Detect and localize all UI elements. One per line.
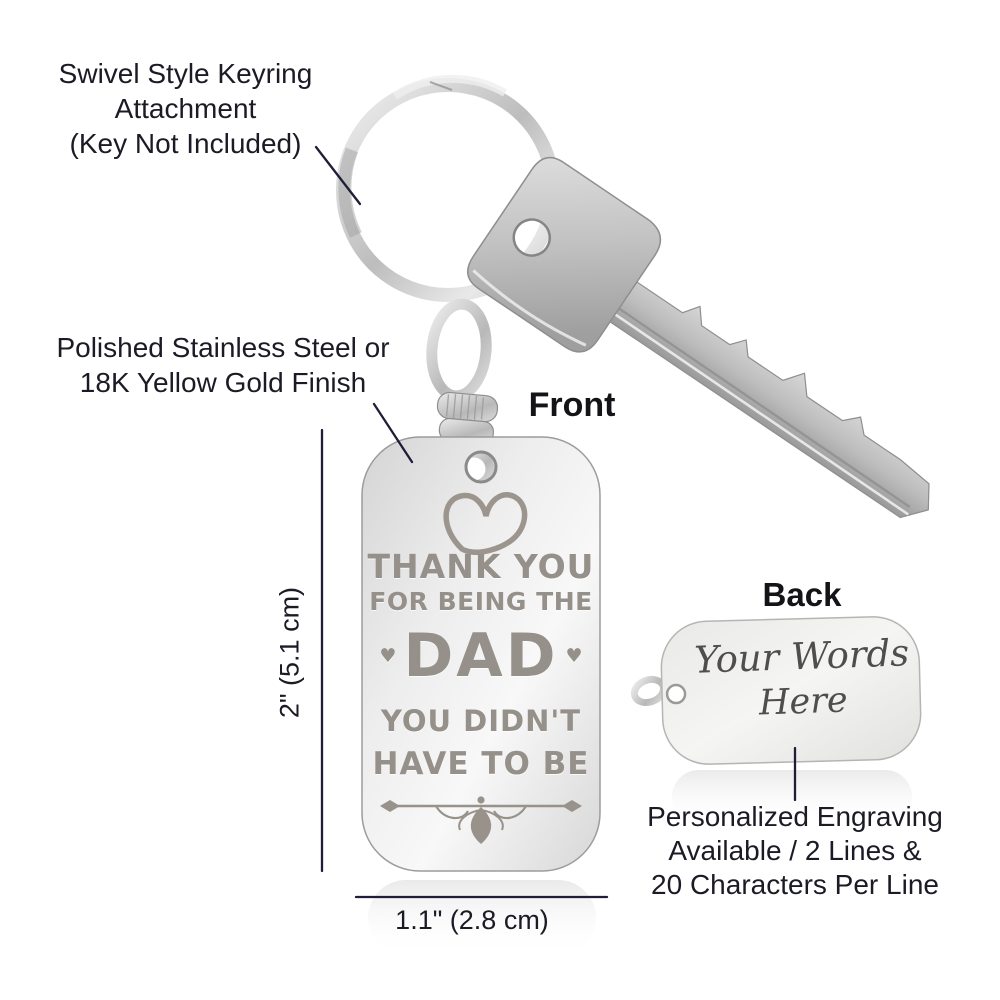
engraving-line: FOR BEING THE [369, 587, 593, 616]
key-shaft [602, 261, 953, 528]
heart-icon: ♥ [379, 644, 397, 667]
annotation-line: 18K Yellow Gold Finish [79, 367, 367, 398]
finish-annotation [38, 330, 408, 400]
annotation-line: Swivel Style Keyring [58, 58, 313, 89]
engraving-line: YOU DIDN'T [380, 704, 582, 738]
heart-icon: ♥ [565, 644, 583, 667]
annotation-line: Attachment [114, 93, 257, 124]
engraving-line: HAVE TO BE [372, 746, 590, 782]
annotation-line: Personalized Engraving [647, 801, 943, 832]
back-tag-engraving [688, 630, 916, 728]
engraving-line-dad [362, 618, 600, 694]
height-dimension-label: 2" (5.1 cm) [274, 586, 305, 719]
annotation-line: Available / 2 Lines & [668, 835, 922, 866]
front-tag-engraving [362, 549, 600, 784]
back-tag-hole [667, 685, 685, 703]
engraving-dad-word: DAD [403, 621, 559, 691]
engraving-line: THANK YOU [367, 547, 595, 586]
annotation-line: 20 Characters Per Line [651, 869, 939, 900]
engraving-line: Here [758, 680, 849, 724]
back-label: Back [762, 576, 842, 613]
engraving-annotation [600, 800, 990, 902]
engraving-line: Your Words [693, 631, 910, 682]
annotation-line: Polished Stainless Steel or [56, 332, 390, 363]
keyring-annotation [28, 56, 343, 161]
width-dimension-label: 1.1" (2.8 cm) [395, 905, 549, 935]
annotation-line: (Key Not Included) [69, 128, 302, 159]
front-label: Front [528, 386, 616, 424]
